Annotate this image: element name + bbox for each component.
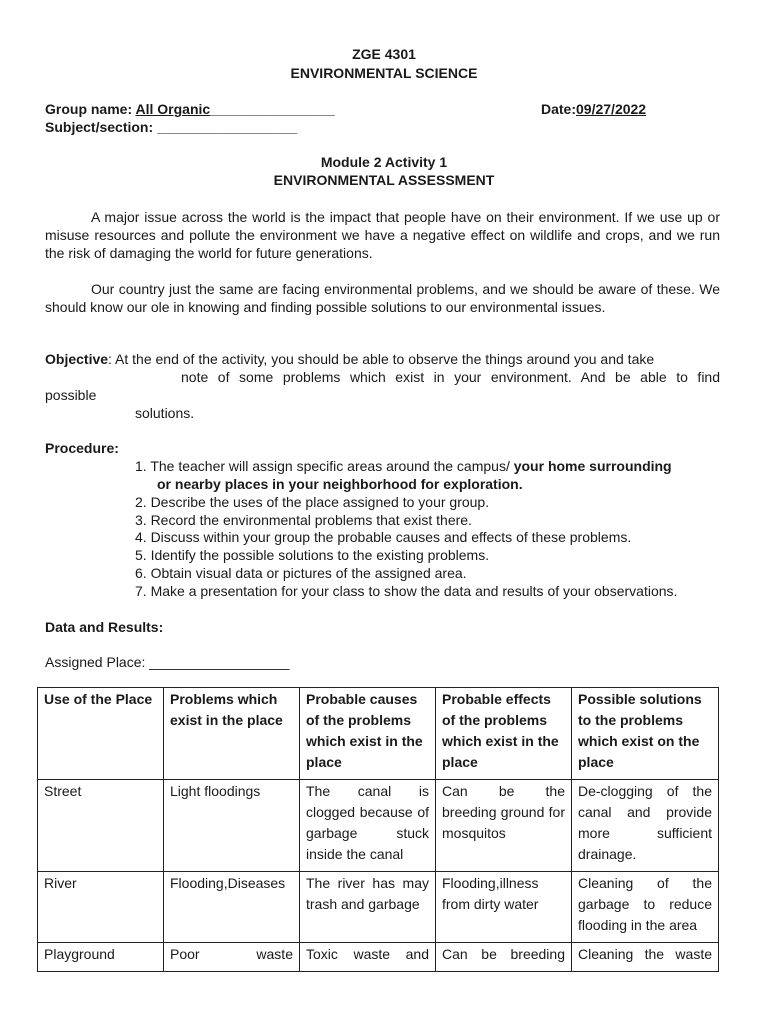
procedure-step-1-cont: or nearby places in your neighborhood for exploration. — [157, 476, 523, 492]
procedure-step-3: 3. Record the environmental problems that exist there. — [135, 512, 472, 528]
header-effects: Probable effects of the problems which exist in the place — [436, 688, 572, 780]
intro-paragraph-1: A major issue across the world is the impact that people have on their environment. If we use up or misuse resources and pollute the environment we have a negative effect on wildlife and crops, and we run the risk of damaging the world for future generations. — [45, 209, 720, 261]
procedure-step-6: 6. Obtain visual data or pictures of the assigned area. — [135, 565, 467, 581]
table-cell: Cleaning the waste — [572, 943, 719, 972]
assigned-place-blank: __________________ — [149, 654, 290, 670]
table-cell: Can be breeding — [436, 943, 572, 972]
table-header-row — [38, 688, 719, 780]
group-name-label: Group name: — [45, 101, 136, 117]
table-cell: River — [38, 872, 164, 943]
table-cell: The canal is clogged because of garbage stuck inside the canal — [300, 780, 436, 872]
table-cell: De-clogging of the canal and provide more sufficient drainage. — [572, 780, 719, 872]
date-label: Date: — [541, 101, 577, 117]
course-code: ZGE 4301 — [352, 46, 416, 62]
assigned-place-line — [45, 654, 289, 670]
module-subtitle: ENVIRONMENTAL ASSESSMENT — [273, 172, 495, 188]
procedure-label: Procedure: — [45, 440, 119, 456]
header-use-of-place: Use of the Place — [38, 688, 164, 780]
group-name-blank: ________________ — [210, 101, 335, 117]
assessment-table — [37, 687, 719, 972]
header-problems: Problems which exist in the place — [164, 688, 300, 780]
header-solutions: Possible solutions to the problems which exist on the place — [572, 688, 719, 780]
data-results-label: Data and Results: — [45, 619, 164, 635]
objective-line-3: possible — [45, 387, 97, 403]
module-title: Module 2 Activity 1 — [320, 154, 448, 170]
objective-line-2: note of some problems which exist in your environment. And be able to find — [181, 369, 720, 385]
table-cell: Playground — [38, 943, 164, 972]
table-cell: Light floodings — [164, 780, 300, 872]
group-name-value: All Organic — [135, 101, 211, 117]
table-row — [38, 943, 719, 972]
group-name-line — [45, 101, 335, 117]
objective-label: Objective — [45, 351, 109, 367]
subject-line — [45, 119, 297, 135]
table-cell: Toxic waste and — [300, 943, 436, 972]
table-cell: Poor waste — [164, 943, 300, 972]
procedure-step-4: 4. Discuss within your group the probable causes and effects of these problems. — [135, 529, 632, 545]
procedure-step-7: 7. Make a presentation for your class to show the data and results of your observations. — [135, 583, 678, 599]
procedure-step-5: 5. Identify the possible solutions to the existing problems. — [135, 547, 490, 563]
table-cell: Cleaning of the garbage to reduce flooding in the area — [572, 872, 719, 943]
table-row — [38, 780, 719, 872]
procedure-step-1: 1. The teacher will assign specific areas around the campus/ your home surrounding — [135, 458, 672, 474]
date-value: 09/27/2022 — [576, 101, 647, 117]
table-cell: Street — [38, 780, 164, 872]
table-cell: The river has may trash and garbage — [300, 872, 436, 943]
procedure-step-2: 2. Describe the uses of the place assigned to your group. — [135, 494, 490, 510]
assigned-place-label: Assigned Place: — [45, 654, 150, 670]
table-cell: Flooding,Diseases — [164, 872, 300, 943]
subject-label: Subject/section: — [45, 119, 158, 135]
subject-blank: __________________ — [157, 119, 298, 135]
objective-line-4: solutions. — [135, 405, 195, 421]
header-causes: Probable causes of the problems which exist in the place — [300, 688, 436, 780]
table-cell: Can be the breeding ground for mosquitos — [436, 780, 572, 872]
date-line — [541, 101, 646, 117]
intro-paragraph-2: Our country just the same are facing environmental problems, and we should be aware of these. We should know our ole in knowing and finding possible solutions to our environmental issues. — [45, 281, 720, 315]
course-name: ENVIRONMENTAL SCIENCE — [290, 65, 478, 81]
table-row — [38, 872, 719, 943]
table-cell: Flooding,illness from dirty water — [436, 872, 572, 943]
objective-line-1: Objective: At the end of the activity, you should be able to observe the things around you and take — [45, 351, 655, 367]
